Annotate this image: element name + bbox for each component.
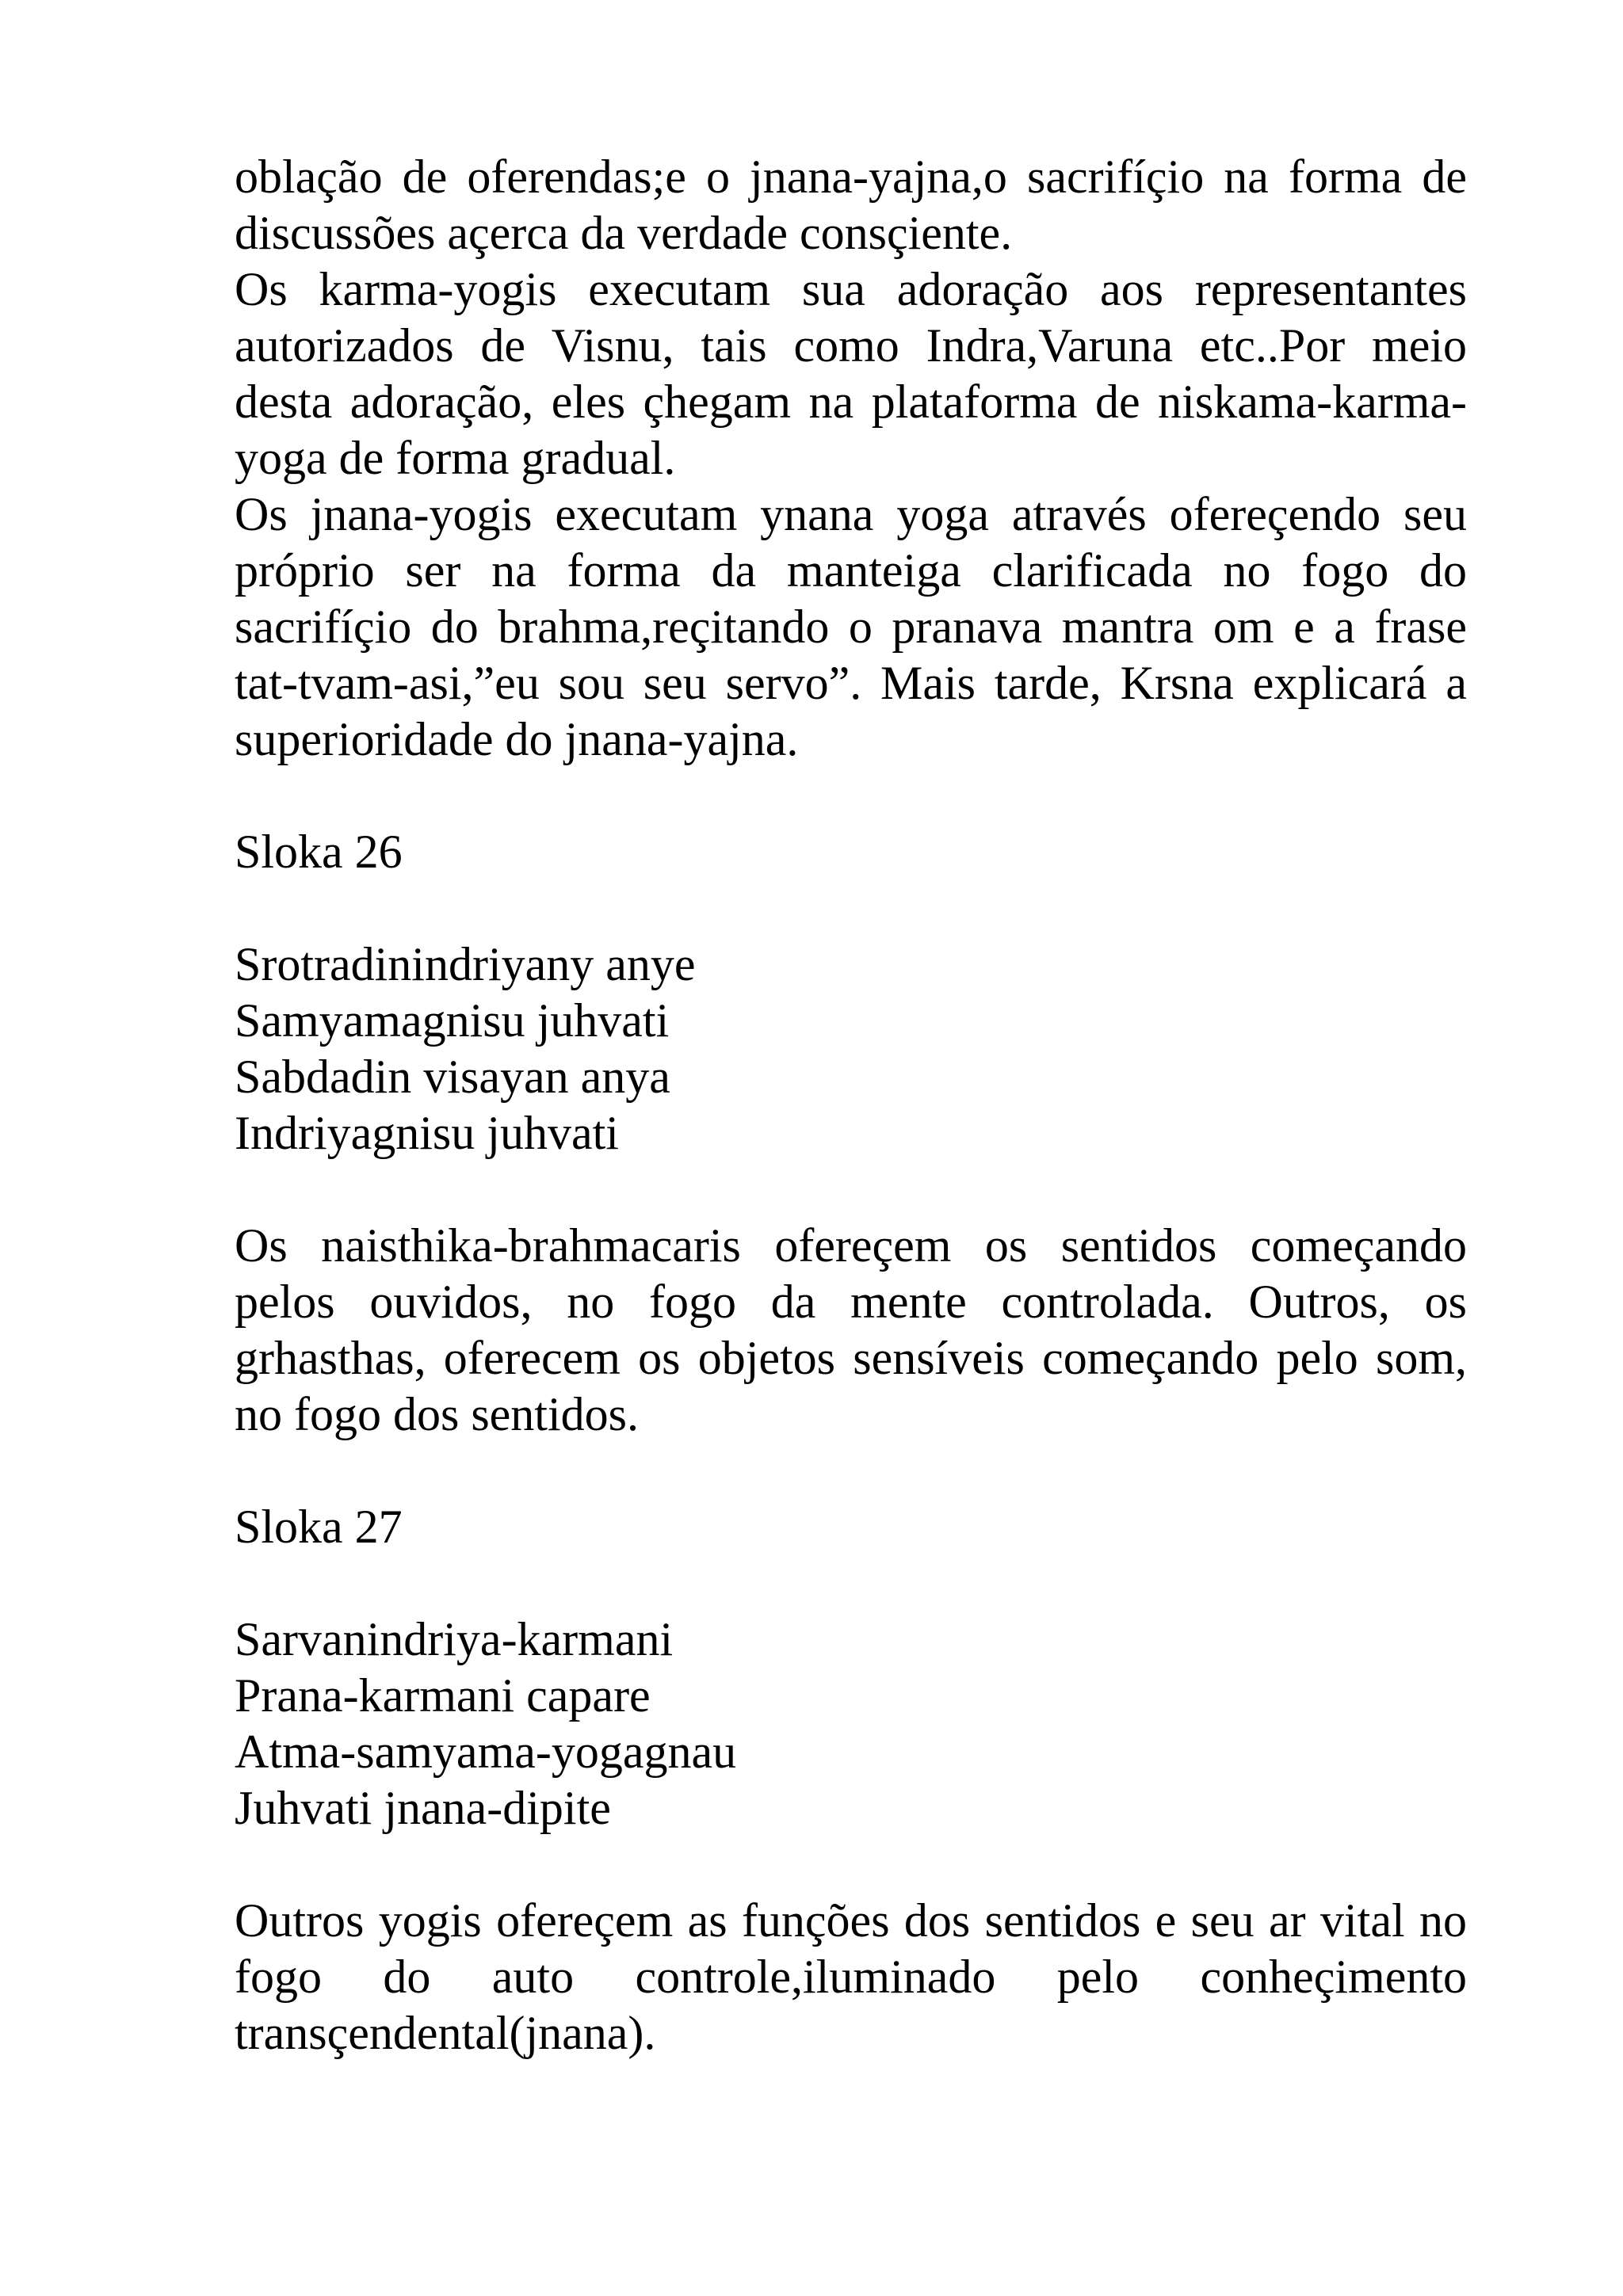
verse-line: Samyamagnisu juhvati — [235, 994, 670, 1047]
spacer — [235, 1836, 1467, 1893]
verse-line: Atma-samyama-yogagnau — [235, 1726, 737, 1778]
spacer — [235, 1161, 1467, 1218]
spacer — [235, 768, 1467, 824]
intro-paragraph-3: Os jnana-yogis executam ynana yoga através ofereçendo seu próprio ser na forma da manteiga clarificada no fogo do sacrifíçio do brahma,reçitando o pranava mantra om e a frase tat-tvam-asi,”eu sou seu servo”. Mais tarde, Krsna explicará a superioridade do jnana-yajna. — [235, 488, 1467, 765]
verse-line: Juhvati jnana-dipite — [235, 1782, 611, 1834]
verse-line: Sarvanindriya-karmani — [235, 1613, 674, 1665]
intro-paragraph-2: Os karma-yogis executam sua adoração aos representantes autorizados de Visnu, tais como Indra,Varuna etc..Por meio desta adoração, eles çhegam na plataforma de niskama-karma-yoga de forma gradual. — [235, 263, 1467, 484]
verse-line: Sabdadin visayan anya — [235, 1051, 670, 1103]
sloka-27-heading: Sloka 27 — [235, 1501, 403, 1553]
spacer — [235, 880, 1467, 936]
sloka-26-heading: Sloka 26 — [235, 826, 403, 878]
sloka-26-commentary: Os naisthika-brahmacaris ofereçem os sentidos começando pelos ouvidos, no fogo da mente controlada. Outros, os grhasthas, oferecem os objetos sensíveis começando pelo som, no fogo dos sentidos. — [235, 1219, 1467, 1440]
sloka-26-verse — [235, 936, 1467, 1161]
spacer — [235, 1555, 1467, 1611]
verse-line: Srotradinindriyany anye — [235, 938, 696, 990]
verse-line: Indriyagnisu juhvati — [235, 1107, 619, 1159]
intro-paragraph-1: oblação de oferendas;e o jnana-yajna,o sacrifíçio na forma de discussões açerca da verdade consçiente. — [235, 151, 1467, 259]
spacer — [235, 1443, 1467, 1499]
document-page — [235, 149, 1467, 2061]
sloka-27-verse — [235, 1611, 1467, 1836]
sloka-27-commentary: Outros yogis ofereçem as funções dos sentidos e seu ar vital no fogo do auto controle,iluminado pelo conheçimento transçendental(jnana). — [235, 1894, 1467, 2059]
verse-line: Prana-karmani capare — [235, 1669, 651, 1722]
